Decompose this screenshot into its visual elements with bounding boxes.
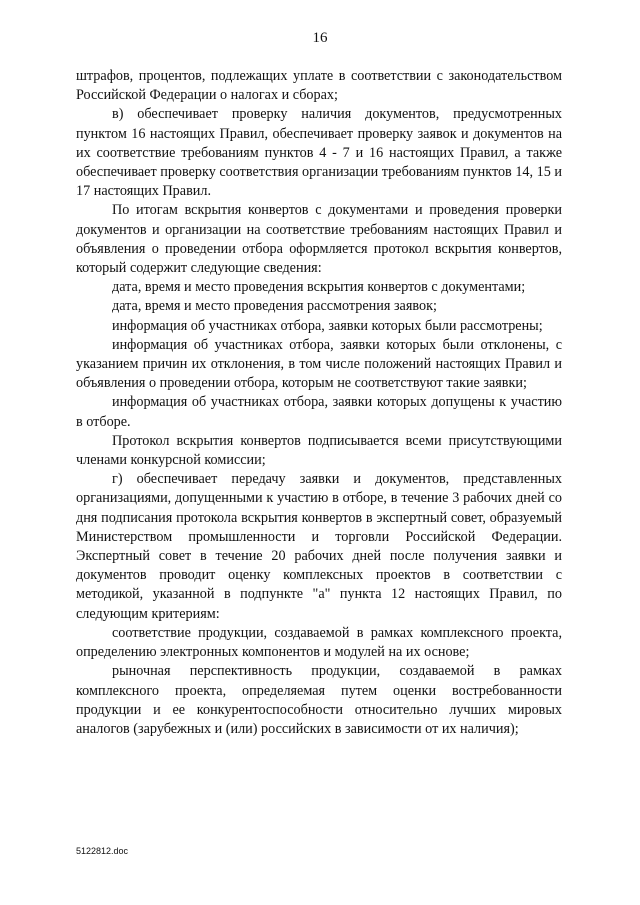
paragraph-criterion: рыночная перспективность продукции, создаваемой в рамках комплексного проекта, определяемая путем оценки востребованности продукции и ее конкурентоспособности относительно лучших мировых аналогов (зарубежных и (или) российских в зависимости от их наличия); [76,663,562,737]
page-number: 16 [312,30,328,46]
paragraph-item-v: в) обеспечивает проверку наличия документов, предусмотренных пунктом 16 настоящих Правил, обеспечивает проверку заявок и документов на их соответствие требованиям пунктов 4 - 7 и 16 настоящих Правил, а также обеспечивает проверку соответствия организации требованиям пунктов 14, 15 и 17 настоящих Правил. [76,106,562,200]
paragraph-continuation: штрафов, процентов, подлежащих уплате в соответствии с законодательством Российской Федерации о налогах и сборах; [76,68,562,104]
paragraph-item-g: г) обеспечивает передачу заявки и документов, представленных организациями, допущенными к участию в отборе, в течение 3 рабочих дней со дня подписания протокола вскрытия конвертов в экспертный совет, образуемый Министерством промышленности и торговли Российской Федерации. Экспертный совет в течение 20 рабочих дней после получения заявки и документов проводит оценку комплексных проектов в соответствии с методикой, указанной в подпункте "а" пункта 12 настоящих Правил, по следующим критериям: [76,471,562,622]
paragraph-protocol-signature: Протокол вскрытия конвертов подписывается всеми присутствующими членами конкурсной комиссии; [76,432,562,469]
footer-document-code: 5122812.doc [76,846,129,856]
paragraph-protocol-item: дата, время и место проведения вскрытия конвертов с документами; [112,279,526,296]
paragraph-criterion: соответствие продукции, создаваемой в рамках комплексного проекта, определению электронных компонентов и модулей на их основе; [76,624,562,661]
paragraph-protocol-item: дата, время и место проведения рассмотрения заявок; [112,298,437,315]
document-body [76,67,562,739]
paragraph-protocol-item: информация об участниках отбора, заявки которых были рассмотрены; [112,317,543,334]
paragraph-protocol-item: информация об участниках отбора, заявки которых допущены к участию в отборе. [76,394,562,430]
paragraph-protocol-item: информация об участниках отбора, заявки которых были отклонены, с указанием причин их отклонения, в том числе положений настоящих Правил и объявления о проведении отбора, которым не соответствуют такие заявки; [76,336,562,392]
paragraph-protocol-intro: По итогам вскрытия конвертов с документами и проведения проверки документов и организации на соответствие требованиям настоящих Правил и объявления о проведении отбора оформляется протокол вскрытия конвертов, который содержит следующие сведения: [76,202,562,277]
